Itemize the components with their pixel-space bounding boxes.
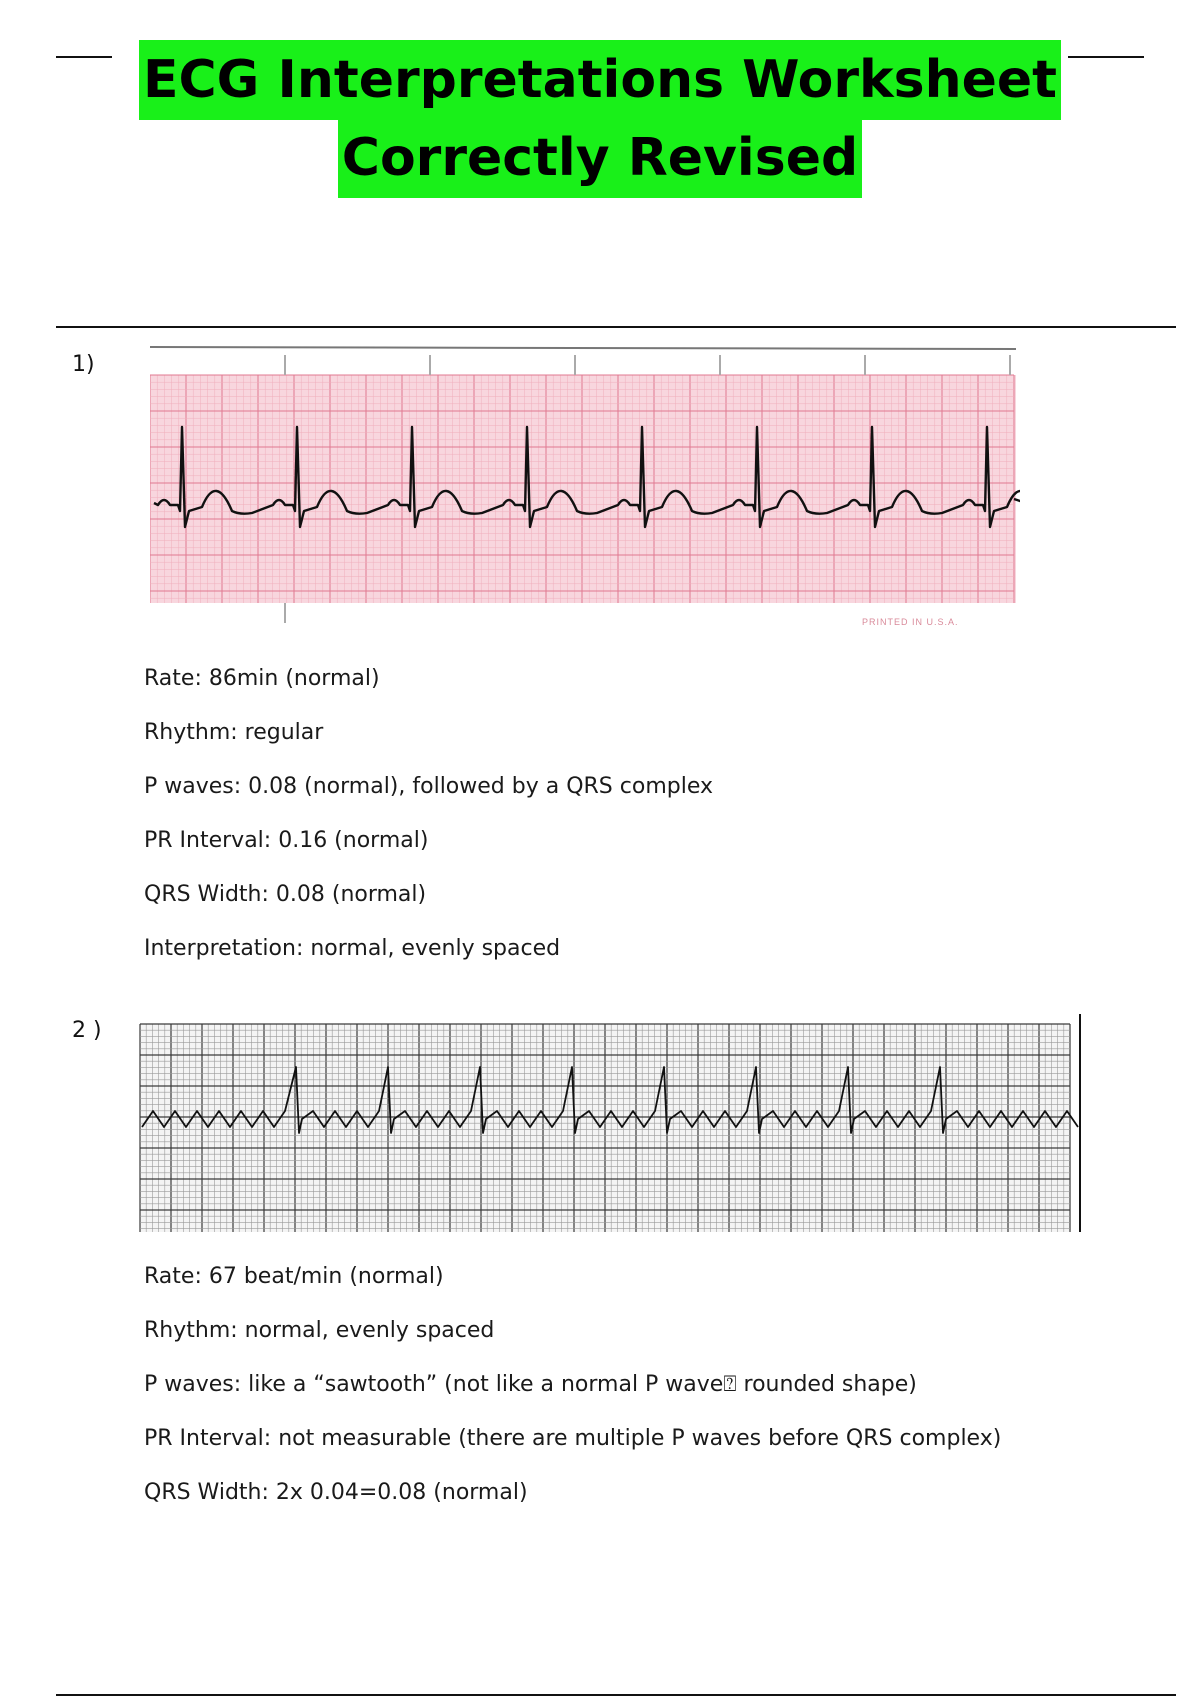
page-title-text-1: ECG Interpretations Worksheet <box>139 40 1061 120</box>
question-2-rate: Rate: 67 beat/min (normal) <box>144 1264 444 1289</box>
question-2-details <box>144 1262 1001 1532</box>
question-2-pr-interval: PR Interval: not measurable (there are multiple P waves before QRS complex) <box>144 1426 1002 1451</box>
page-title-text-2: Correctly Revised <box>338 118 862 198</box>
ecg-strip-2 <box>138 1014 1084 1232</box>
question-2-qrs-width: QRS Width: 2x 0.04=0.08 (normal) <box>144 1480 528 1505</box>
question-1-p-waves: P waves: 0.08 (normal), followed by a QRS complex <box>144 774 713 799</box>
question-1-rhythm: Rhythm: regular <box>144 720 324 745</box>
question-2-number: 2 ) <box>72 1018 102 1043</box>
section-divider-bottom <box>56 1694 1176 1696</box>
question-2-rhythm: Rhythm: normal, evenly spaced <box>144 1318 495 1343</box>
question-1-pr-interval: PR Interval: 0.16 (normal) <box>144 828 429 853</box>
page-title-line-2 <box>0 118 1200 198</box>
ecg-strip-1 <box>150 345 1020 625</box>
ecg-strip-1-top-edge <box>150 347 1016 349</box>
question-1-rate: Rate: 86min (normal) <box>144 666 380 691</box>
question-1-details <box>144 664 713 988</box>
ecg-strip-1-paper <box>150 375 1016 603</box>
question-1-interpretation: Interpretation: normal, evenly spaced <box>144 936 561 961</box>
page-title-line-1 <box>0 40 1200 120</box>
ecg-strip-1-imprint: PRINTED IN U.S.A. <box>862 617 959 627</box>
section-divider-top <box>56 326 1176 328</box>
question-1-qrs-width: QRS Width: 0.08 (normal) <box>144 882 427 907</box>
question-2-p-waves: P waves: like a “sawtooth” (not like a normal P wave⍰ rounded shape) <box>144 1372 917 1397</box>
ecg-strip-1-grid <box>150 375 1014 603</box>
question-1-number: 1) <box>72 352 95 377</box>
